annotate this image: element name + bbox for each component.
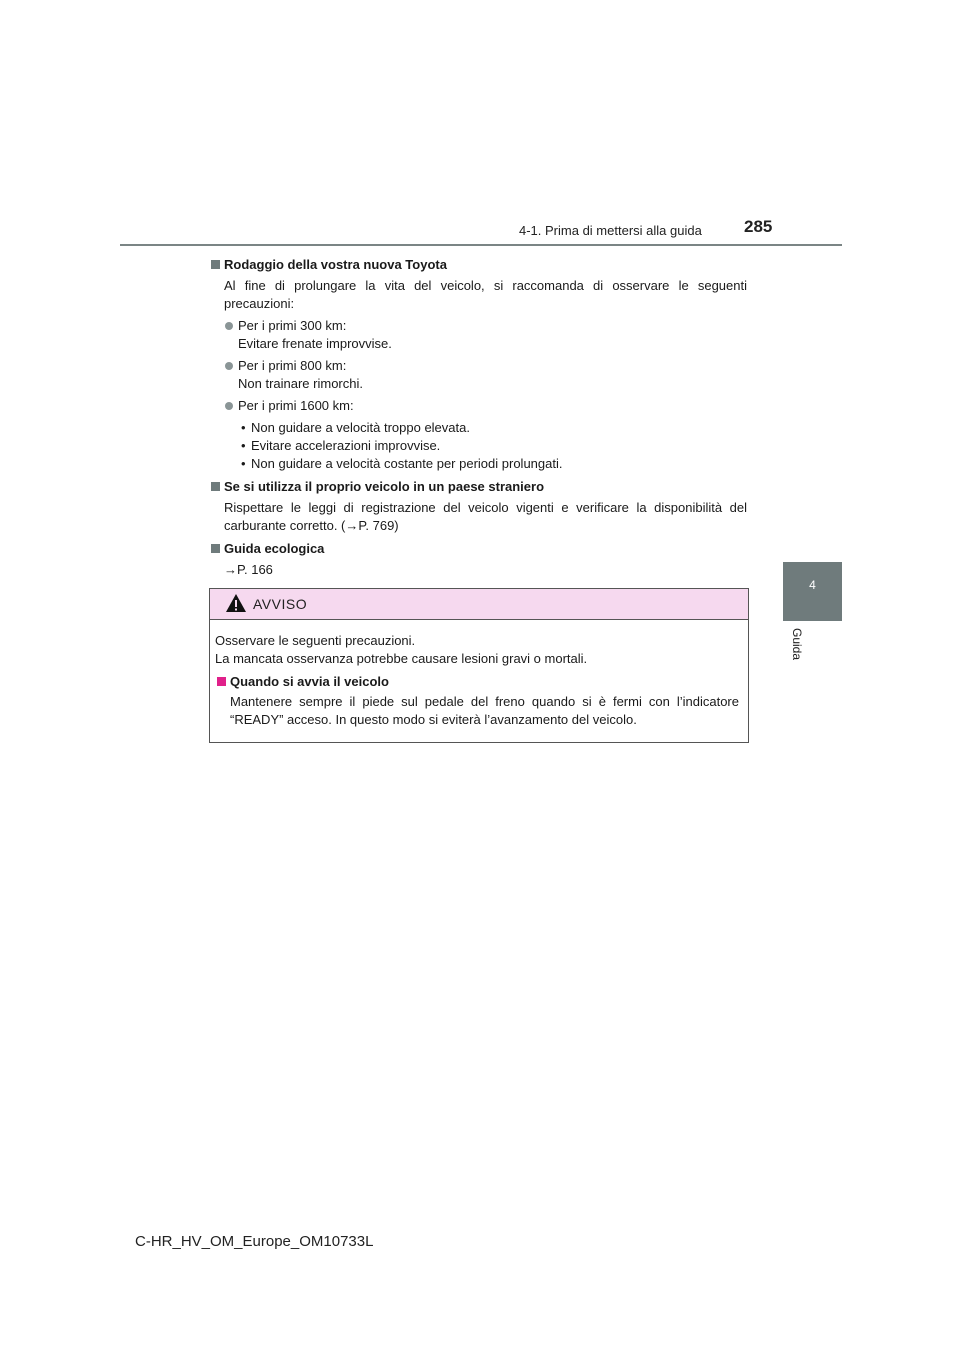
main-content — [209, 254, 747, 579]
document-id: C-HR_HV_OM_Europe_OM10733L — [135, 1233, 374, 1250]
sub-list-item: • Non guidare a velocità troppo elevata. — [241, 420, 470, 435]
page-number: 285 — [744, 217, 773, 236]
square-bullet-icon — [211, 260, 220, 269]
warning-body — [215, 632, 739, 729]
sub-list-item: • Evitare accelerazioni improvvise. — [241, 438, 441, 453]
warning-header — [210, 589, 748, 620]
break-in-intro: Al fine di prolungare la vita del veicolo, si raccomanda di osservare le seguenti precauzioni: — [224, 278, 747, 311]
warning-heading: Quando si avvia il veicolo — [215, 673, 739, 691]
circle-bullet-icon — [225, 362, 233, 370]
header-divider — [120, 244, 842, 246]
warning-text: Mantenere sempre il piede sul pedale del freno quando si è fermi con l’indicatore “READY” acceso. In questo modo si eviterà l’avanzamento del veicolo. — [230, 694, 739, 727]
warning-title: AVVISO — [253, 596, 308, 612]
warning-triangle-icon — [225, 593, 247, 613]
section-heading-abroad: Se si utilizza il proprio veicolo in un paese straniero — [209, 478, 747, 496]
warning-line: La mancata osservanza potrebbe causare lesioni gravi o mortali. — [215, 651, 588, 666]
chapter-label: Guida — [790, 628, 804, 661]
header-section-title: 4-1. Prima di mettersi alla guida — [519, 223, 702, 238]
chapter-number: 4 — [809, 578, 816, 592]
square-bullet-icon — [211, 482, 220, 491]
list-item: Per i primi 300 km: Evitare frenate improvvise. — [209, 317, 747, 353]
warning-line: Osservare le seguenti precauzioni. — [215, 633, 416, 648]
abroad-text: Rispettare le leggi di registrazione del veicolo vigenti e verificare la disponibilità del carburante corretto. (→P. 769) — [224, 500, 747, 533]
list-item: Per i primi 800 km: Non trainare rimorchi. — [209, 357, 747, 393]
section-heading-eco: Guida ecologica — [209, 540, 747, 558]
chapter-tab[interactable] — [783, 562, 842, 621]
list-item: Per i primi 1600 km: — [209, 397, 747, 415]
section-heading-break-in: Rodaggio della vostra nuova Toyota — [209, 256, 747, 274]
sub-list-item: • Non guidare a velocità costante per periodi prolungati. — [241, 456, 563, 471]
circle-bullet-icon — [225, 322, 233, 330]
eco-page-reference[interactable]: →P. 166 — [224, 562, 273, 577]
warning-box — [209, 588, 749, 743]
square-bullet-icon — [217, 677, 226, 686]
square-bullet-icon — [211, 544, 220, 553]
circle-bullet-icon — [225, 402, 233, 410]
